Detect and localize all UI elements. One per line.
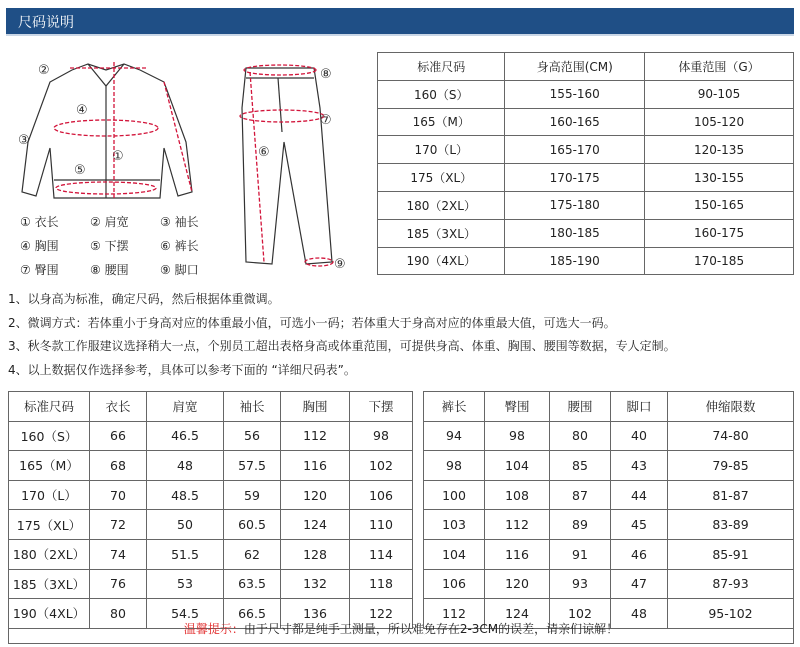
footer-tip (8, 616, 794, 644)
table-cell: 104 (424, 539, 485, 569)
table-cell: 83-89 (668, 510, 794, 540)
table-cell: 98 (350, 421, 413, 451)
column-header: 体重范围（G） (645, 53, 794, 81)
table-cell: 116 (281, 451, 350, 481)
legend-item: ⑧ 腰围 (90, 263, 129, 277)
table-cell: 95-102 (668, 599, 794, 629)
table-cell: 122 (350, 599, 413, 629)
table-cell: 130-155 (645, 164, 794, 192)
table-cell: 98 (485, 421, 550, 451)
label-5: ⑤ (74, 163, 86, 178)
table-cell: 62 (224, 539, 281, 569)
table-cell: 63.5 (224, 569, 281, 599)
table-cell: 94 (424, 421, 485, 451)
table-cell: 48 (611, 599, 668, 629)
table-row (9, 569, 794, 599)
table-separator (413, 539, 424, 569)
label-7: ⑦ (320, 113, 332, 128)
table-cell: 85-91 (668, 539, 794, 569)
table-cell: 91 (550, 539, 611, 569)
table-cell: 79-85 (668, 451, 794, 481)
table-separator (413, 392, 424, 422)
size-range-table (377, 52, 794, 275)
table-cell: 175-180 (505, 191, 645, 219)
column-header: 身高范围(CM) (505, 53, 645, 81)
legend-item: ⑥ 裤长 (160, 239, 199, 253)
table-cell: 74 (90, 539, 147, 569)
note-line: 1、以身高为标准，确定尺码，然后根据体重微调。 (8, 292, 280, 306)
table-cell: 175（XL） (9, 510, 90, 540)
label-9: ⑨ (334, 257, 346, 272)
column-header: 标准尺码 (9, 392, 90, 422)
legend-item: ⑤ 下摆 (90, 239, 129, 253)
table-cell: 87-93 (668, 569, 794, 599)
table-cell: 90-105 (645, 80, 794, 108)
table-header-row (9, 392, 794, 422)
table-cell: 81-87 (668, 480, 794, 510)
table-cell: 87 (550, 480, 611, 510)
table-cell: 124 (281, 510, 350, 540)
label-2: ② (38, 63, 50, 78)
table-cell: 60.5 (224, 510, 281, 540)
table-cell: 53 (147, 569, 224, 599)
table-cell: 66 (90, 421, 147, 451)
table-cell: 185（3XL） (378, 219, 505, 247)
table-cell: 50 (147, 510, 224, 540)
table-row (9, 510, 794, 540)
table-separator (413, 480, 424, 510)
table-cell: 44 (611, 480, 668, 510)
table-cell: 48.5 (147, 480, 224, 510)
table-cell: 89 (550, 510, 611, 540)
table-cell: 105-120 (645, 108, 794, 136)
table-cell: 155-160 (505, 80, 645, 108)
table-cell: 48 (147, 451, 224, 481)
table-separator (413, 451, 424, 481)
legend-row (20, 234, 220, 258)
table-cell: 102 (550, 599, 611, 629)
table-cell: 76 (90, 569, 147, 599)
section-header (6, 8, 794, 34)
column-header: 标准尺码 (378, 53, 505, 81)
table-cell: 150-165 (645, 191, 794, 219)
table-cell: 120 (281, 480, 350, 510)
table-cell: 57.5 (224, 451, 281, 481)
table-cell: 74-80 (668, 421, 794, 451)
table-cell: 120-135 (645, 136, 794, 164)
table-cell: 51.5 (147, 539, 224, 569)
table-row (378, 108, 794, 136)
table-cell: 108 (485, 480, 550, 510)
note-line: 2、微调方式：若体重小于身高对应的体重最小值，可选小一码；若体重大于身高对应的体重最大值，可选大一码。 (8, 315, 616, 330)
section-title: 尺码说明 (18, 15, 74, 31)
table-cell: 132 (281, 569, 350, 599)
table-cell: 170（L） (9, 480, 90, 510)
tip-label: 温馨提示： (183, 622, 244, 636)
table-cell: 136 (281, 599, 350, 629)
table-row (378, 80, 794, 108)
column-header: 衣长 (90, 392, 147, 422)
table-cell: 98 (424, 451, 485, 481)
table-cell: 112 (281, 421, 350, 451)
table-row (9, 480, 794, 510)
table-cell: 110 (350, 510, 413, 540)
table-cell: 160-165 (505, 108, 645, 136)
table-cell: 180（2XL） (9, 539, 90, 569)
table-cell: 46.5 (147, 421, 224, 451)
size-notes (8, 288, 676, 382)
table-separator (413, 421, 424, 451)
table-cell: 70 (90, 480, 147, 510)
table-cell: 165（M） (378, 108, 505, 136)
table-cell: 112 (485, 510, 550, 540)
table-row (378, 164, 794, 192)
legend-item: ⑨ 脚口 (160, 263, 199, 277)
table-cell: 46 (611, 539, 668, 569)
label-6: ⑥ (258, 145, 270, 160)
table-header-row (378, 53, 794, 81)
header-divider (6, 34, 794, 36)
table-row (9, 539, 794, 569)
table-separator (413, 510, 424, 540)
column-header: 胸围 (281, 392, 350, 422)
legend-item: ⑦ 臀围 (20, 263, 59, 277)
legend-item: ③ 袖长 (160, 215, 199, 229)
table-cell: 54.5 (147, 599, 224, 629)
table-row (9, 451, 794, 481)
legend-row (20, 258, 220, 282)
table-cell: 80 (550, 421, 611, 451)
table-cell: 175（XL） (378, 164, 505, 192)
note-line: 4、以上数据仅作选择参考，具体可以参考下面的 “详细尺码表”。 (8, 362, 356, 377)
table-cell: 93 (550, 569, 611, 599)
column-header: 肩宽 (147, 392, 224, 422)
table-cell: 170-185 (645, 247, 794, 275)
table-cell: 45 (611, 510, 668, 540)
detail-size-table (8, 391, 794, 629)
table-row (9, 421, 794, 451)
table-cell: 66.5 (224, 599, 281, 629)
table-cell: 118 (350, 569, 413, 599)
column-header: 袖长 (224, 392, 281, 422)
table-cell: 124 (485, 599, 550, 629)
column-header: 下摆 (350, 392, 413, 422)
column-header: 伸缩限数 (668, 392, 794, 422)
table-cell: 103 (424, 510, 485, 540)
table-cell: 128 (281, 539, 350, 569)
legend-item: ① 衣长 (20, 215, 59, 229)
table-cell: 106 (350, 480, 413, 510)
table-cell: 160（S） (9, 421, 90, 451)
table-cell: 80 (90, 599, 147, 629)
table-separator (413, 569, 424, 599)
table-cell: 85 (550, 451, 611, 481)
table-cell: 180-185 (505, 219, 645, 247)
label-4: ④ (76, 103, 88, 118)
table-cell: 160-175 (645, 219, 794, 247)
table-cell: 170-175 (505, 164, 645, 192)
table-row (378, 136, 794, 164)
table-cell: 47 (611, 569, 668, 599)
legend-item: ② 肩宽 (90, 215, 129, 229)
column-header: 腰围 (550, 392, 611, 422)
table-cell: 180（2XL） (378, 191, 505, 219)
table-cell: 56 (224, 421, 281, 451)
column-header: 裤长 (424, 392, 485, 422)
table-cell: 102 (350, 451, 413, 481)
note-line: 3、秋冬款工作服建议选择稍大一点，个别员工超出表格身高或体重范围，可提供身高、体重、胸围、腰围等数据，专人定制。 (8, 339, 676, 353)
label-8: ⑧ (320, 67, 332, 82)
table-cell: 116 (485, 539, 550, 569)
table-cell: 68 (90, 451, 147, 481)
table-row (378, 219, 794, 247)
table-cell: 72 (90, 510, 147, 540)
table-cell: 185（3XL） (9, 569, 90, 599)
table-cell: 165（M） (9, 451, 90, 481)
table-cell: 59 (224, 480, 281, 510)
table-cell: 190（4XL） (378, 247, 505, 275)
table-cell: 185-190 (505, 247, 645, 275)
table-row (378, 191, 794, 219)
table-cell: 40 (611, 421, 668, 451)
table-cell: 112 (424, 599, 485, 629)
table-cell: 43 (611, 451, 668, 481)
table-cell: 190（4XL） (9, 599, 90, 629)
table-cell: 165-170 (505, 136, 645, 164)
column-header: 脚口 (611, 392, 668, 422)
measure-legend (20, 210, 220, 282)
table-cell: 114 (350, 539, 413, 569)
legend-item: ④ 胸围 (20, 239, 59, 253)
column-header: 臀围 (485, 392, 550, 422)
table-cell: 106 (424, 569, 485, 599)
table-cell: 100 (424, 480, 485, 510)
table-cell: 120 (485, 569, 550, 599)
label-3: ③ (18, 133, 30, 148)
tip-text: 由于尺寸都是纯手工测量，所以难免存在2-3CM的误差，请亲们谅解！ (243, 622, 619, 636)
table-row (378, 247, 794, 275)
legend-row (20, 210, 220, 234)
table-cell: 104 (485, 451, 550, 481)
label-1: ① (112, 149, 124, 164)
table-cell: 170（L） (378, 136, 505, 164)
table-cell: 160（S） (378, 80, 505, 108)
